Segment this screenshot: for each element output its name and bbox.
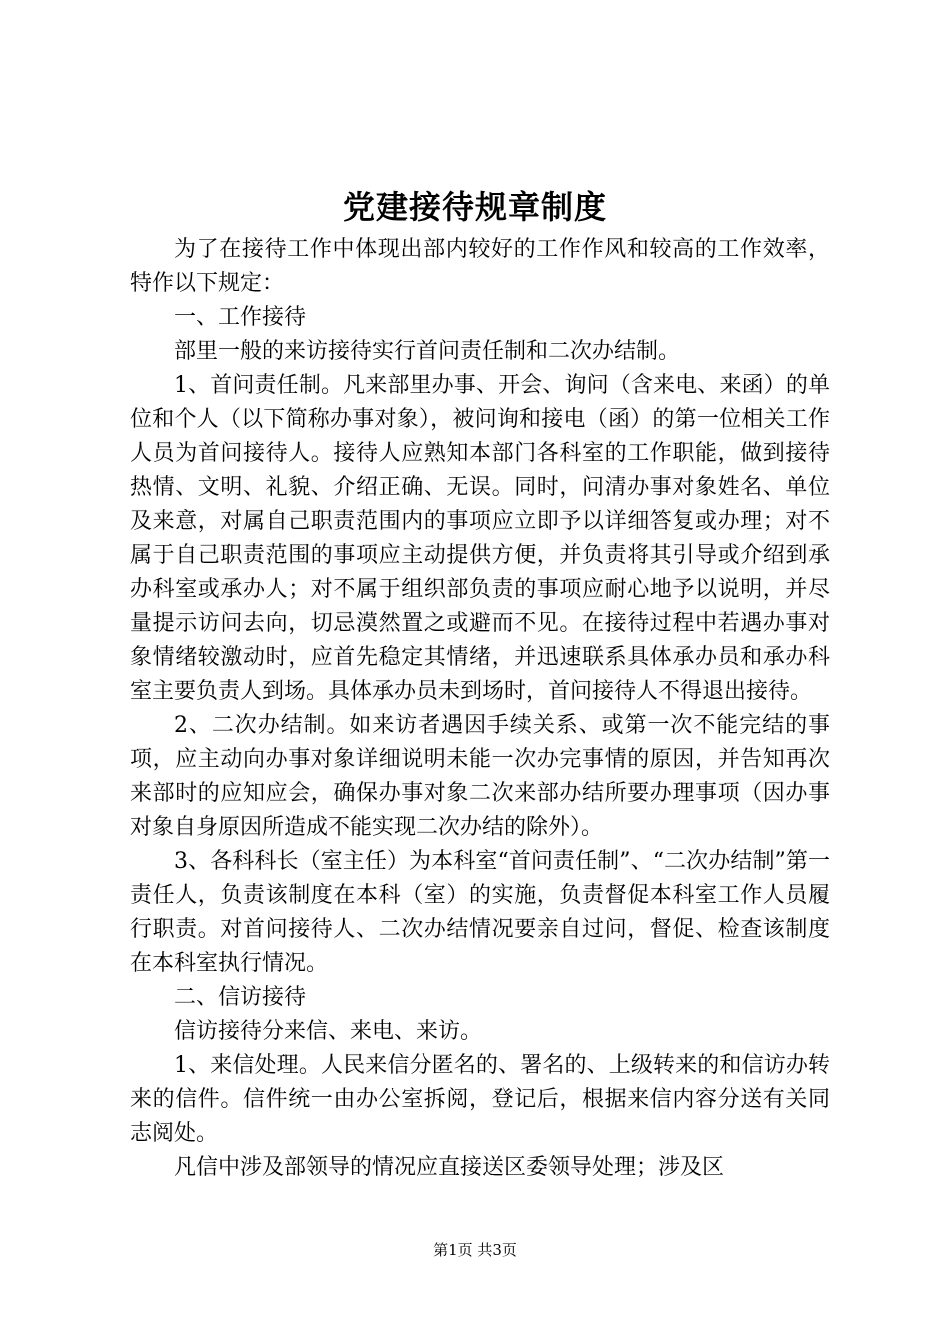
paragraph: 1、来信处理。人民来信分匿名的、署名的、上级转来的和信访办转来的信件。信件统一由办公室拆阅，登记后，根据来信内容分送有关同志阅处。: [130, 1053, 830, 1146]
paragraph-intro: 为了在接待工作中体现出部内较好的工作作风和较高的工作效率，特作以下规定：: [130, 237, 830, 296]
page-footer: 第1页 共3页: [433, 1241, 517, 1259]
document-body: [130, 233, 830, 1185]
paragraph: 1、首问责任制。凡来部里办事、开会、询问（含来电、来函）的单位和个人（以下简称办事对象），被问询和接电（函）的第一位相关工作人员为首问接待人。接待人应熟知本部门各科室的工作职能，做到接待热情、文明、礼貌、介绍正确、无误。同时，问清办事对象姓名、单位及来意，对属自己职责范围内的事项应立即予以详细答复或办理；对不属于自己职责范围的事项应主动提供方便，并负责将其引导或介绍到承办科室或承办人；对不属于组织部负责的事项应耐心地予以说明，并尽量提示访问去向，切忌漠然置之或避而不见。在接待过程中若遇办事对象情绪较激动时，应首先稳定其情绪，并迅速联系具体承办员和承办科室主要负责人到场。具体承办员未到场时，首问接待人不得退出接待。: [130, 373, 830, 704]
document-title: 党建接待规章制度: [342, 188, 607, 226]
section-heading-petition-reception: 二、信访接待: [174, 985, 307, 1010]
paragraph: 凡信中涉及部领导的情况应直接送区委领导处理；涉及区: [174, 1155, 725, 1180]
paragraph: 信访接待分来信、来电、来访。: [174, 1019, 483, 1044]
paragraph: 2、二次办结制。如来访者遇因手续关系、或第一次不能完结的事项，应主动向办事对象详细说明未能一次办完事情的原因，并告知再次来部时的应知应会，确保办事对象二次来部办结所要办理事项（因办事对象自身原因所造成不能实现二次办结的除外）。: [130, 713, 830, 840]
section-heading-work-reception: 一、工作接待: [174, 305, 307, 330]
paragraph: 部里一般的来访接待实行首问责任制和二次办结制。: [174, 339, 681, 364]
paragraph: 3、各科科长（室主任）为本科室“首问责任制”、“二次办结制”第一责任人，负责该制度在本科（室）的实施，负责督促本科室工作人员履行职责。对首问接待人、二次办结情况要亲自过问，督促、检查该制度在本科室执行情况。: [130, 849, 830, 976]
